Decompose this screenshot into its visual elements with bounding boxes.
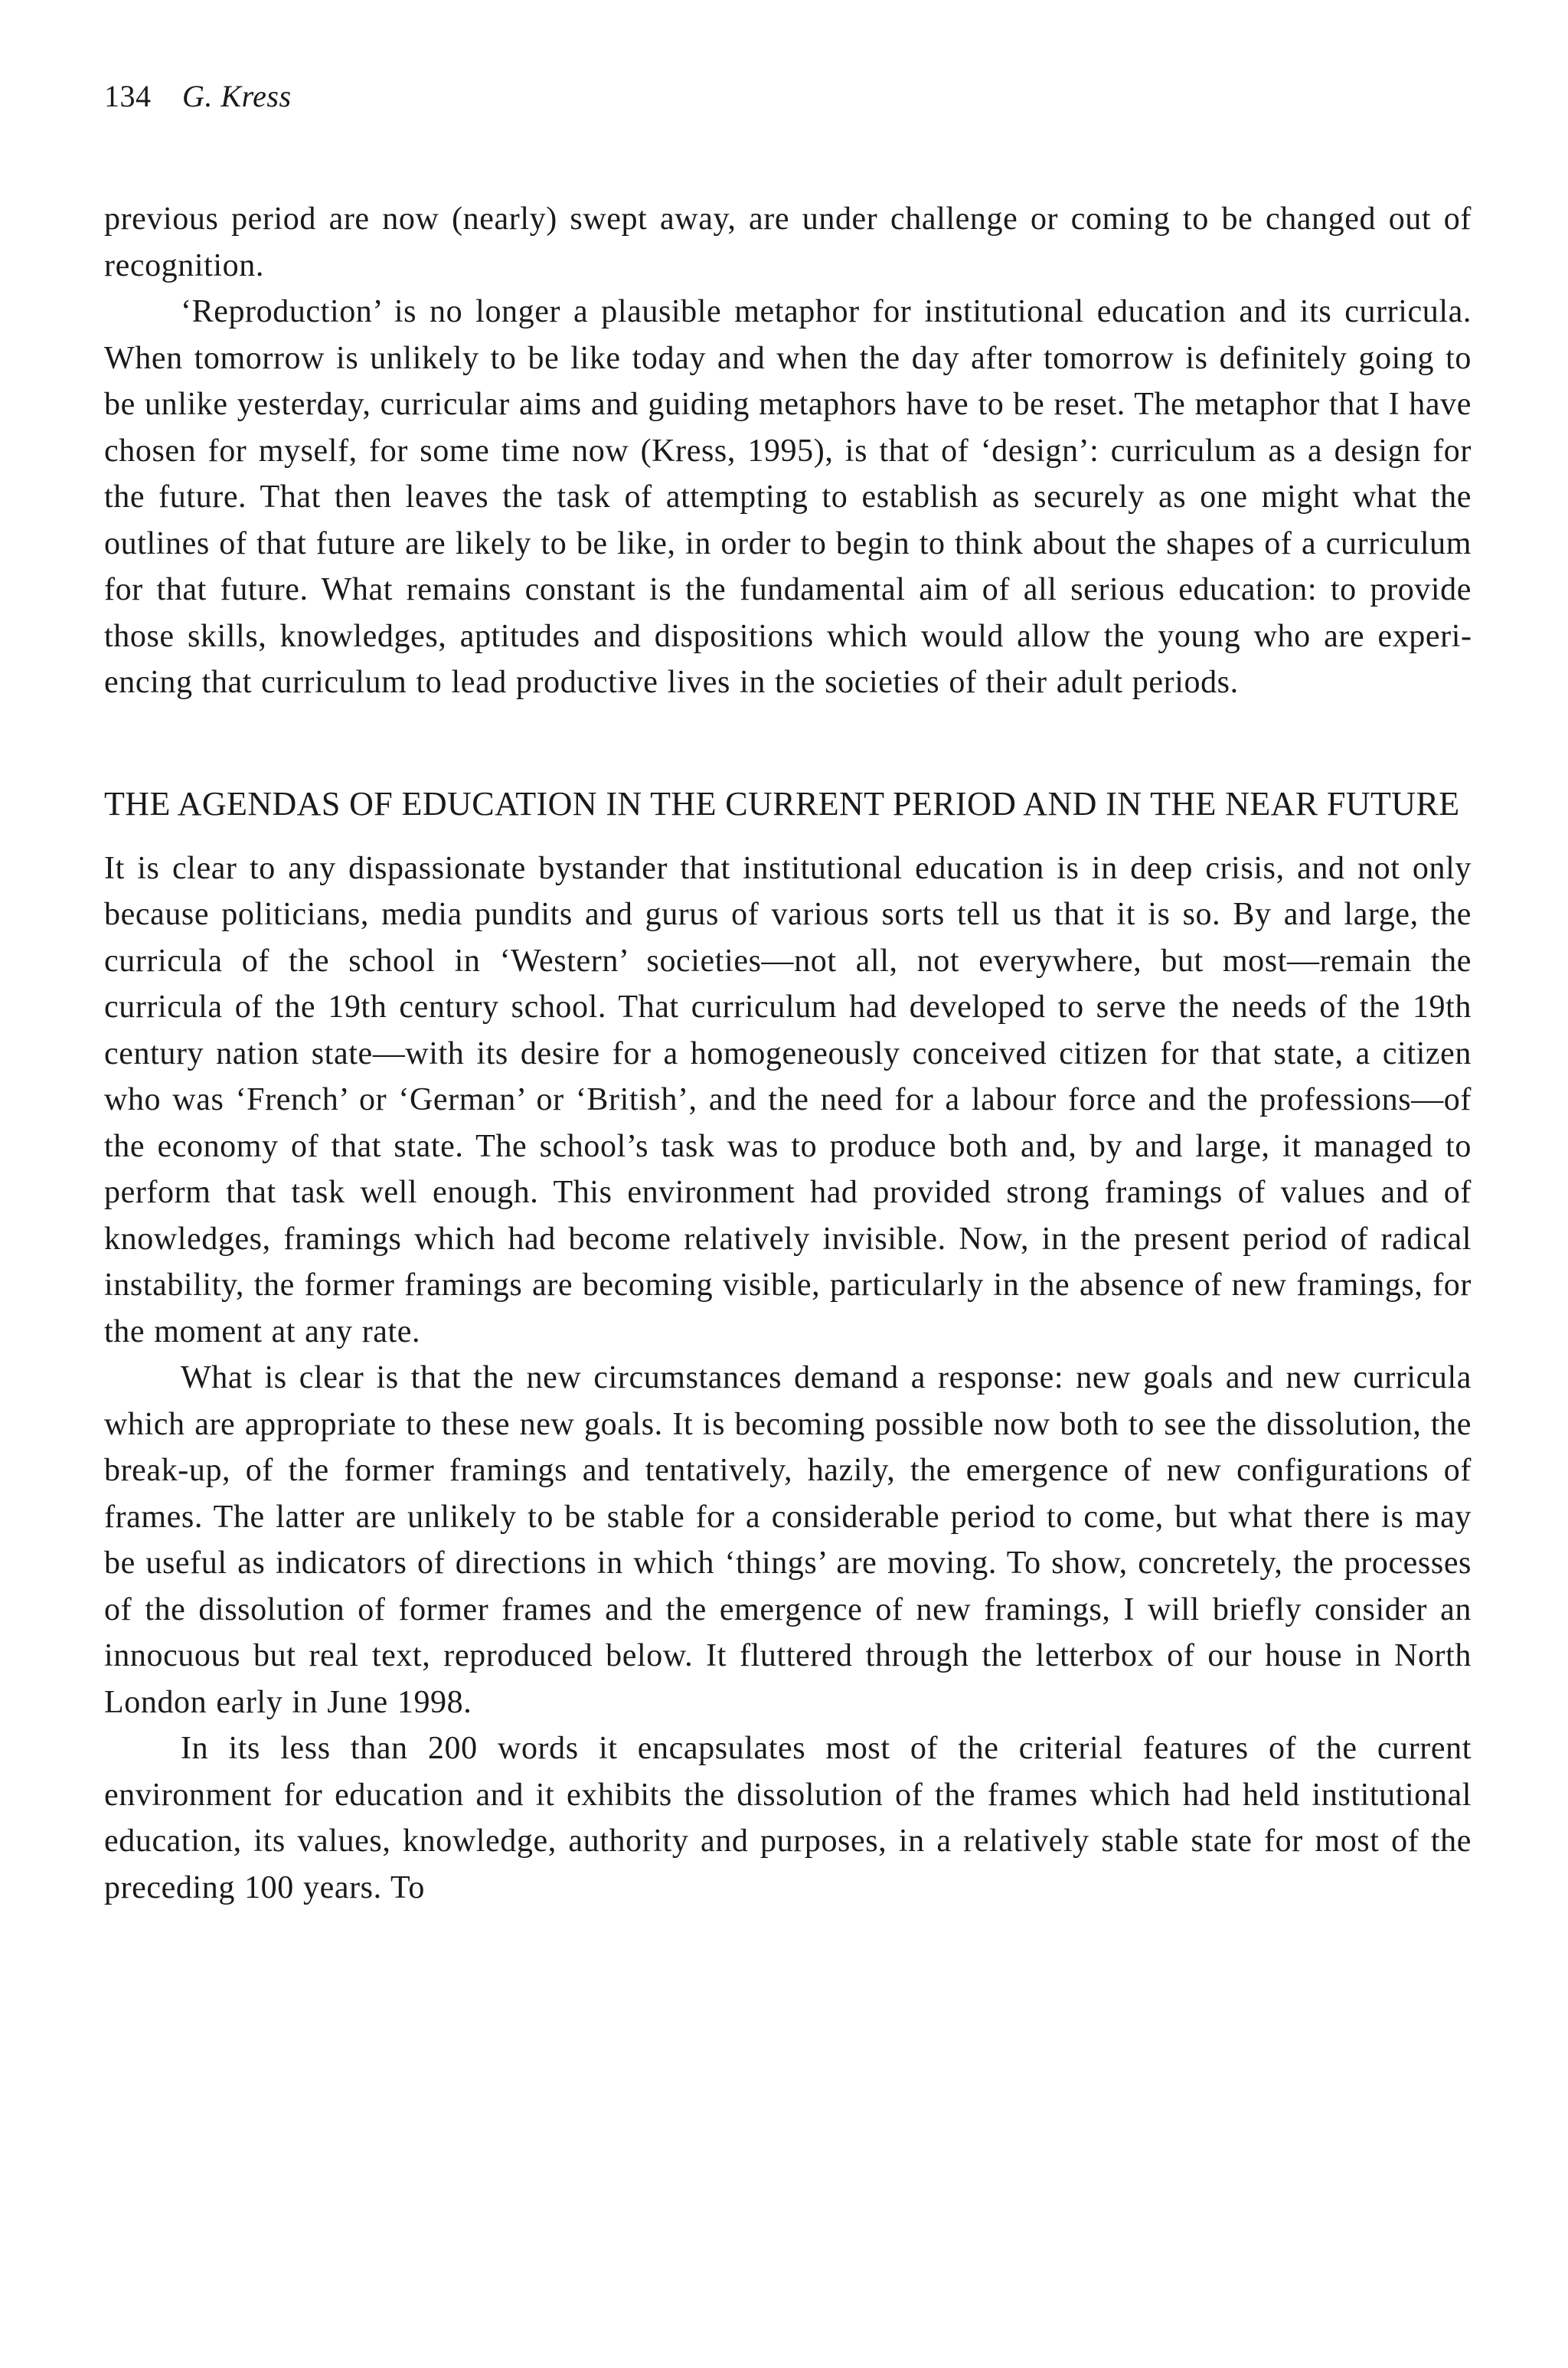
paragraph-new-circumstances: What is clear is that the new circumstances demand a response: new goals and new curricula which are appropriate to these new goals. It is becoming possible now both to see the dissolution, the break-up, of the former framings and tentatively, hazily, the emergence of new configurations of frames. The latter are unlikely to be stable for a considerable period to come, but what there is may be useful as indicators of directions in which ‘things’ are moving. To show, concretely, the processes of the dissolution of former frames and the emergence of new framings, I will briefly consider an innocuous but real text, reproduced below. It fluttered through the letterbox of our house in North London early in June 1998. — [104, 1360, 1472, 1720]
running-head — [104, 74, 1472, 119]
page-number: 134 — [104, 79, 152, 113]
paragraph-crisis: It is clear to any dispassionate bystander that institutional education is in deep crisis, and not only because politicians, media pundits and gurus of various sorts tell us that it is so. By and large, the curricula of the school in ‘Western’ societies—not all, not everywhere, but most—remain the curricula of the 19th century school. That curriculum had developed to serve the needs of the 19th century nation state—with its desire for a homogeneously conceived citizen for that state, a citizen who was ‘French’ or ‘German’ or ‘British’, and the need for a labour force and the professions—of the economy of that state. The school’s task was to produce both and, by and large, it managed to perform that task well enough. This environment had provided strong framings of values and of knowledges, framings which had become relatively invisible. Now, in the present period of radical instability, the former framings are becoming visible, particularly in the absence of new framings, for the moment at any rate. — [104, 850, 1472, 1349]
paragraph-continued: previous period are now (nearly) swept away, are under challenge or coming to be changed out of recognition. — [104, 201, 1472, 283]
running-head-author: G. Kress — [182, 79, 292, 113]
page — [104, 74, 1472, 1911]
section-heading: THE AGENDAS OF EDUCATION IN THE CURRENT PERIOD AND IN THE NEAR FUTURE — [104, 784, 1460, 823]
paragraph-less-than-200-words: In its less than 200 words it encapsulates most of the criterial features of the current environment for education and it exhibits the dissolution of the frames which had held institutional education, its values, knowledge, authority and purposes, in a relatively stable state for most of the preceding 100 years. To — [104, 1731, 1472, 1905]
paragraph-reproduction: ‘Reproduction’ is no longer a plausible metaphor for institutional education and its curricula. When tomorrow is unlikely to be like today and when the day after tomorrow is definitely going to be unlike yesterday, curricular aims and guiding metaphors have to be reset. The metaphor that I have chosen for myself, for some time now (Kress, 1995), is that of ‘design’: curriculum as a design for the future. That then leaves the task of attempting to establish as securely as one might what the outlines of that future are likely to be like, in order to begin to think about the shapes of a curriculum for that future. What remains constant is the fundamental aim of all serious education: to provide those skills, knowledges, aptitudes and dispositions which would allow the young who are experiencing that curriculum to lead productive lives in the societies of their adult periods. — [104, 294, 1472, 700]
